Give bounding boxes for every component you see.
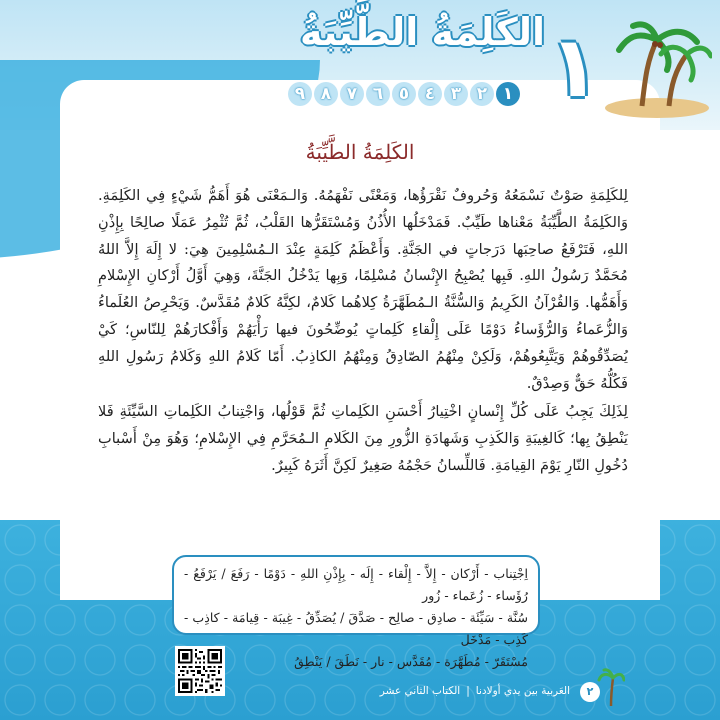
- palm-island-icon: [597, 20, 712, 120]
- lesson-index-2[interactable]: ٢: [470, 82, 494, 106]
- lesson-index-6[interactable]: ٦: [366, 82, 390, 106]
- lesson-index-5[interactable]: ٥: [392, 82, 416, 106]
- footer-separator: |: [466, 685, 470, 697]
- lesson-index-8[interactable]: ٨: [314, 82, 338, 106]
- lesson-index-9[interactable]: ٩: [288, 82, 312, 106]
- book-part: الكتاب الثاني عشر: [379, 685, 461, 697]
- lesson-index-1[interactable]: ١: [496, 82, 520, 106]
- palm-tree-icon: [597, 668, 625, 708]
- qr-code-icon[interactable]: [175, 646, 225, 696]
- book-title: العَربية بين يدي أولادنا: [475, 685, 570, 697]
- paragraph: لِلكَلِمَةِ صَوْتٌ نَسْمَعُهُ وَحُروفٌ نَقْرَؤُها، وَمَعْنًى نَفْهَمُهُ. وَالـمَعْنَى هُوَ أَهَمُّ شَيْءٍ فِي الكَلِمَةِ. وَالكَلِمَةُ الطَّيِّبَةُ مَعْناها طَيِّبٌ. فَمَدْخَلُها الأُذُنُ وَمُسْتَقَرُّها القَلْبُ، ثُمَّ تُثْمِرُ عَمَلًا صالِحًا بِإِذْنِ اللهِ، فَتَرْفَعُ صاحِبَها دَرَجاتٍ في الجَنَّةِ. وَأَعْظَمُ كَلِمَةٍ عِنْدَ الـمُسْلِمِينَ هِيَ: لا إِلَهَ إِلاَّ اللهُ مُحَمَّدٌ رَسُولُ اللهِ. فَبِها يُصْبِحُ الإِنْسانُ مُسْلِمًا، وَبِها يَدْخُلُ الجَنَّةَ، وَهِيَ أَوَّلُ أَرْكانِ الإِسْلامِ وَأَهَمُّها. وَالقُرْآنُ الكَرِيمُ وَالسُّنَّةُ الـمُطَهَّرَةُ كِلاهُما كَلامٌ، لكِنَّهُ كَلامٌ مُقَدَّسٌ. وَيَحْرِصُ العُلَماءُ وَالزُّعَماءُ وَالرُّؤَساءُ دَوْمًا عَلَى إِلْقاءِ كَلِماتٍ يُوضِّحُونَ فيها رَأْيَهُمْ وَأَفْكارَهُمْ لِلنّاسِ؛ كَيْ يُصَدِّقُوهُمْ وَيَتَّبِعُوهُمْ، وَلَكِنْ مِنْهُمُ الصّادِقُ وَمِنْهُمُ الكاذِبُ. أَمّا كَلامُ اللهِ وَكَلامُ رَسُولِ اللهِ فَكُلُّهُ حَقٌّ وَصِدْقٌ.: [98, 187, 628, 392]
- lesson-index-3[interactable]: ٣: [444, 82, 468, 106]
- lesson-index-4[interactable]: ٤: [418, 82, 442, 106]
- lesson-title: الكَلِمَةُ الطَّيِّبَةُ: [299, 10, 545, 54]
- lesson-number: ١: [548, 18, 600, 116]
- lesson-number-strip: [288, 82, 520, 106]
- vocabulary-line: مُسْتَقَرّ - مُطَهَّرَة - مُقَدَّس - نار - نَطَقَ / يَنْطِقُ: [294, 654, 528, 669]
- vocabulary-box: [172, 555, 540, 669]
- reading-passage: [98, 183, 628, 482]
- reading-heading: الكَلِمَةُ الطَّيِّبَةُ: [305, 140, 415, 164]
- footer-text: [380, 685, 570, 697]
- vocabulary-line: سُنَّة - سَيِّئَة - صادِق - صالِح - صَدَّقَ / يُصَدِّقُ - غِيبَة - قِيامَة - كاذِب - كَذِب - مَدْخَل: [184, 610, 528, 647]
- paragraph: لِذَلِكَ يَجِبُ عَلَى كُلِّ إِنْسانٍ اخْتِيارُ أَحْسَنِ الكَلِماتِ ثُمَّ قَوْلُها، وَاجْتِنابُ الكَلِماتِ السَّيِّئَةِ فَلا يَنْطِقُ بِها؛ كَالغِيبَةِ وَالكَذِبِ وَشَهادَةِ الزُّورِ مِنَ الكَلامِ الـمُحَرَّمِ فِي الإِسْلامِ؛ وَهُوَ مِنْ أَسْبابِ دُخُولِ النّارِ يَوْمَ القِيامَةِ. فَاللِّسانُ حَجْمُهُ صَغِيرٌ لَكِنَّ أَثَرَهُ كَبِيرٌ.: [98, 403, 628, 474]
- page-number: ٢: [580, 682, 600, 702]
- lesson-index-7[interactable]: ٧: [340, 82, 364, 106]
- vocabulary-line: اِجْتِناب - أَرْكان - إِلاَّ - إِلْقاء - إِلَه - بِإِذْنِ اللهِ - دَوْمًا - رَفَعَ / يَرْفَعُ - رُؤَساء - زُعَماء - زُور: [184, 566, 528, 603]
